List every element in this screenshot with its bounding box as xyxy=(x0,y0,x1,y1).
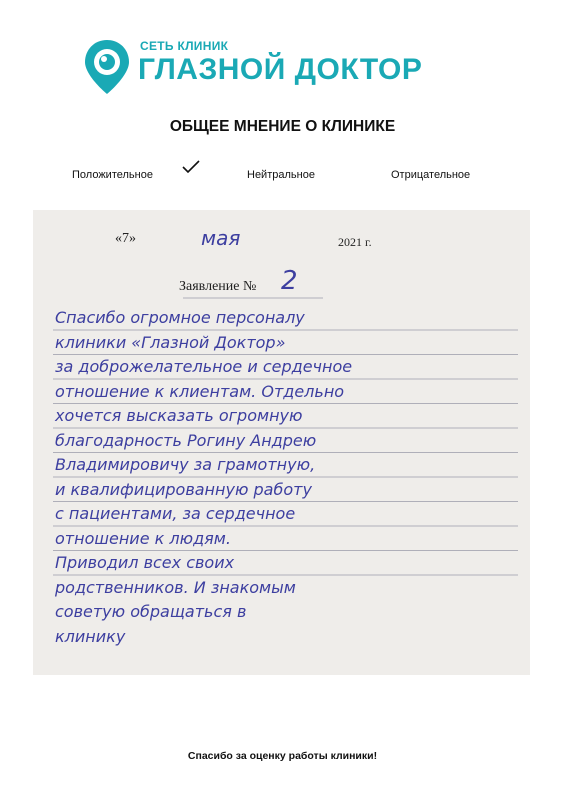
review-line: хочется высказать огромную xyxy=(55,406,303,425)
review-line: с пациентами, за сердечное xyxy=(55,504,296,523)
option-positive[interactable]: Положительное xyxy=(72,169,153,181)
option-neutral[interactable]: Нейтральное xyxy=(247,169,315,181)
logo-title: ГЛАЗНОЙ ДОКТОР xyxy=(138,53,423,86)
date-day: «7» xyxy=(115,231,136,246)
checkmark-icon xyxy=(182,160,200,174)
review-line: Спасибо огромное персоналу xyxy=(55,308,305,327)
location-pin-icon xyxy=(83,38,131,96)
scanned-feedback-continuation xyxy=(33,210,530,675)
logo-subtitle: СЕТЬ КЛИНИК xyxy=(140,39,229,53)
statement-number: 2 xyxy=(281,266,298,296)
review-line: отношение к клиентам. Отдельно xyxy=(55,381,345,401)
page-title: ОБЩЕЕ МНЕНИЕ О КЛИНИКЕ xyxy=(169,118,396,135)
review-line: и квалифицированную работу xyxy=(55,479,312,499)
review-line: отношение к людям. xyxy=(55,528,231,548)
review-line: за доброжелательное и сердечное xyxy=(55,357,353,376)
review-line: Владимировичу за грамотную, xyxy=(55,455,316,474)
review-line: благодарность Рогину Андрею xyxy=(55,430,317,450)
review-line: советую обращаться в xyxy=(55,602,247,621)
statement-label: Заявление № xyxy=(179,279,257,294)
date-year: 2021 г. xyxy=(338,235,372,249)
review-line: родственников. И знакомым xyxy=(55,577,296,597)
date-month: мая xyxy=(201,226,241,250)
review-line: клиники «Глазной Доктор» xyxy=(55,332,286,352)
review-line: Приводил всех своих xyxy=(55,553,235,572)
option-negative[interactable]: Отрицательное xyxy=(391,169,471,181)
review-line: клинику xyxy=(55,626,126,646)
clinic-logo xyxy=(83,38,443,98)
footer-thanks: Спасибо за оценку работы клиники! xyxy=(187,750,378,762)
